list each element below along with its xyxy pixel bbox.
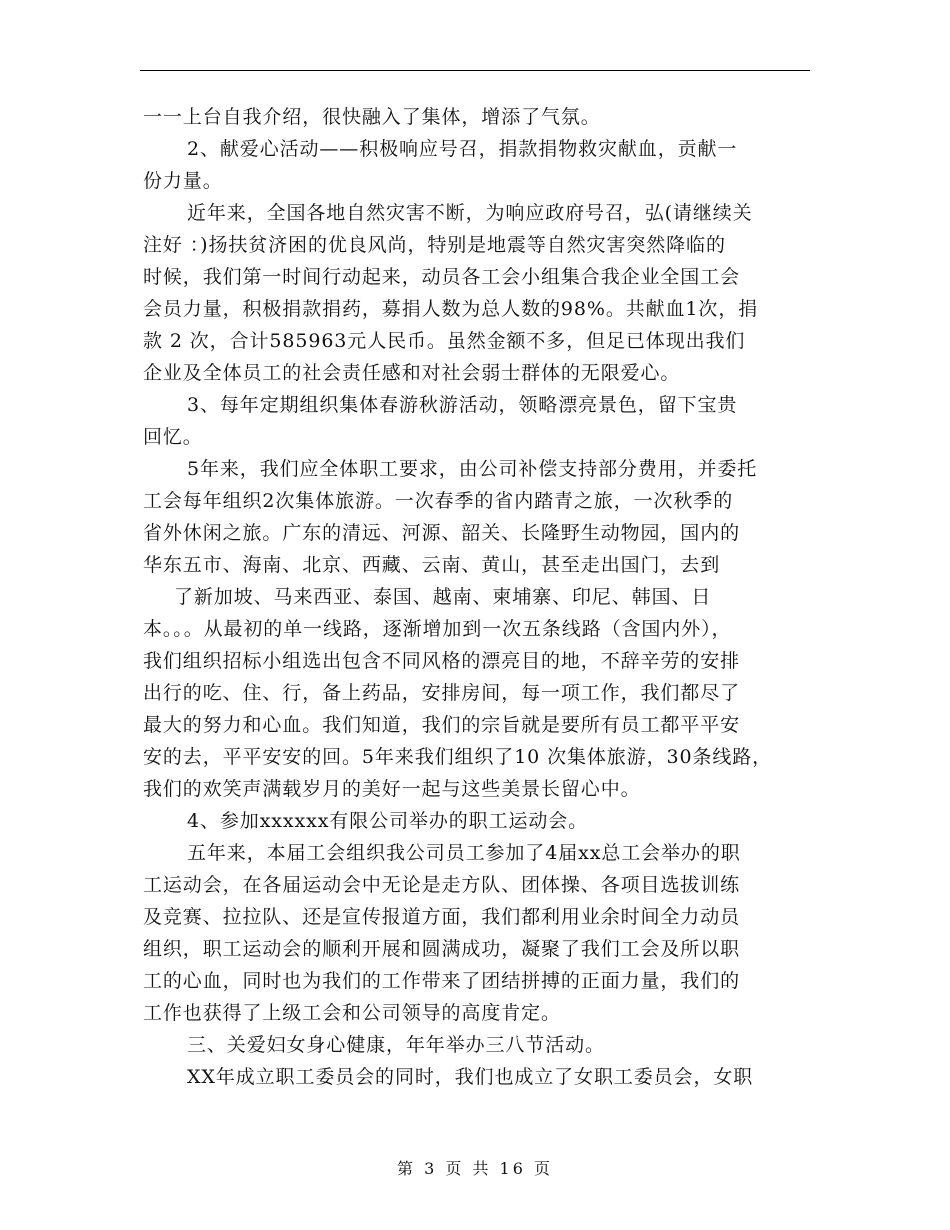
text-line: 了新加坡、马来西亚、泰国、越南、柬埔寨、印尼、韩国、日 [174, 586, 712, 608]
text-line: 注好 ：)扬扶贫济困的优良风尚，特别是地震等自然灾害突然降临的 [143, 234, 726, 256]
text-line: 我们的欢笑声满载岁月的美好一起与这些美景长留心中。 [143, 778, 641, 800]
text-line: 5年来，我们应全体职工要求，由公司补偿支持部分费用，并委托 [187, 458, 758, 480]
text-line: 工的心血，同时也为我们的工作带来了团结拼搏的正面力量，我们的 [143, 970, 741, 992]
text-line: 三、关爱妇女身心健康，年年举办三八节活动。 [187, 1034, 605, 1056]
text-line: 出行的吃、住、行，备上药品，安排房间，每一项工作，我们都尽了 [143, 682, 741, 704]
text-line: 时候，我们第一时间行动起来，动员各工会小组集合我企业全国工会 [143, 266, 741, 288]
text-line: 企业及全体员工的社会责任感和对社会弱士群体的无限爱心。 [143, 362, 681, 384]
text-line: 安的去，平平安安的回。5年来我们组织了10 次集体旅游，30条线路， [143, 746, 773, 768]
text-line: 最大的努力和心血。我们知道，我们的宗旨就是要所有员工都平平安 [143, 714, 741, 736]
text-line: 工会每年组织2次集体旅游。一次春季的省内踏青之旅，一次秋季的 [143, 490, 734, 512]
text-line: 近年来，全国各地自然灾害不断，为响应政府号召，弘(请继续关 [187, 202, 753, 224]
header-rule [140, 70, 810, 71]
text-line: 会员力量，积极捐款捐药，募捐人数为总人数的98%。共献血1次，捐 [143, 298, 759, 320]
page-footer [0, 1156, 950, 1179]
text-line: 华东五市、海南、北京、西藏、云南、黄山，甚至走出国门，去到 [143, 554, 721, 576]
text-line: 我们组织招标小组选出包含不同风格的漂亮目的地，不辞辛劳的安排 [143, 650, 741, 672]
text-line: 一一上台自我介绍，很快融入了集体，增添了气氛。 [143, 106, 601, 128]
text-line: 省外休闲之旅。广东的清远、河源、韶关、长隆野生动物园，国内的 [143, 522, 741, 544]
text-line: 4、参加xxxxxx有限公司举办的职工运动会。 [187, 810, 589, 832]
text-line: 工作也获得了上级工会和公司领导的高度肯定。 [143, 1002, 561, 1024]
text-line: 五年来，本届工会组织我公司员工参加了4届xx总工会举办的职 [187, 842, 741, 864]
text-line: 3、每年定期组织集体春游秋游活动，领略漂亮景色，留下宝贵 [187, 394, 738, 416]
text-line: 回忆。 [143, 426, 203, 448]
page-number-label: 第 3 页 共 16 页 [397, 1159, 553, 1178]
text-line: 份力量。 [143, 170, 223, 192]
text-line: 本。。。从最初的单一线路，逐渐增加到一次五条线路（含国内外）， [143, 618, 732, 640]
text-line: 及竞赛、拉拉队、还是宣传报道方面，我们都利用业余时间全力动员 [143, 906, 741, 928]
text-line: 2、献爱心活动——积极响应号召，捐款捐物救灾献血，贡献一 [187, 138, 738, 160]
text-line: 款 2 次，合计585963元人民币。虽然金额不多，但足已体现出我们 [143, 330, 746, 352]
text-line: 组织，职工运动会的顺利开展和圆满成功，凝聚了我们工会及所以职 [143, 938, 741, 960]
text-line: XX年成立职工委员会的同时，我们也成立了女职工委员会，女职 [187, 1066, 754, 1088]
text-line: 工运动会，在各届运动会中无论是走方队、团体操、各项目选拔训练 [143, 874, 741, 896]
